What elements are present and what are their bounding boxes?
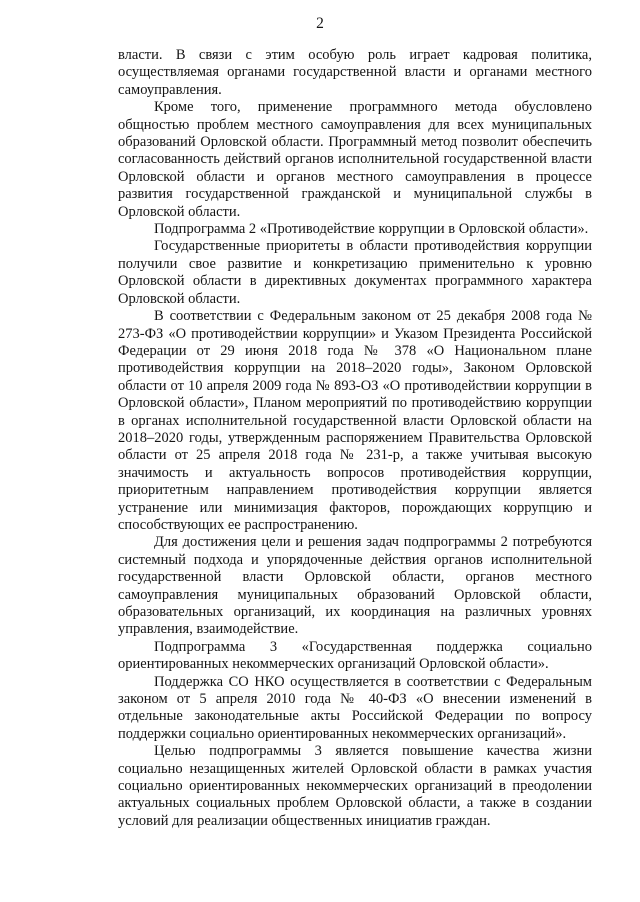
subprogram-3-heading: Подпрограмма 3 «Государственная поддержка социально ориентированных некоммерческих организаций Орловской области». [118, 638, 592, 673]
paragraph-subprogram-3-goal: Целью подпрограммы 3 является повышение качества жизни социально незащищенных жителей Орловской области в рамках участия социально ориентированных некоммерческих организаций в преодолении актуальных социальных проблем Орловской области, а также в создании условий для реализации общественных инициатив граждан. [118, 743, 592, 829]
paragraph-continuation: власти. В связи с этим особую роль играет кадровая политика, осуществляемая органами государственной власти и органами местного самоуправления. [118, 47, 592, 98]
paragraph-program-method: Кроме того, применение программного метода обусловлено общностью проблем местного самоуправления для всех муниципальных образований Орловской области. Программный метод позволит обеспечить согласованность действий органов исполнительной государственной власти Орловской области и органов местного самоуправления в процессе развития государственной гражданской и муниципальной службы в Орловской области. [118, 99, 592, 220]
page-number: 2 [316, 15, 324, 32]
paragraph-legal-basis: В соответствии с Федеральным законом от 25 декабря 2008 года № 273-ФЗ «О противодействии коррупции» и Указом Президента Российской Федерации от 29 июня 2018 года № 378 «О Национальном плане противодействия коррупции на 2018–2020 годы», Законом Орловской области от 10 апреля 2009 года № 893-ОЗ «О противодействии коррупции в Орловской области», Планом мероприятий по противодействию коррупции в органах исполнительной государственной власти Орловской области на 2018–2020 годы, утвержденным распоряжением Правительства Орловской области от 25 апреля 2018 года № 231-р, а также учитывая высокую значимость и актуальность вопросов противодействия коррупции, приоритетным направлением противодействия коррупции является устранение или минимизация факторов, порождающих коррупцию и способствующих ее распространению. [118, 308, 592, 533]
paragraph-state-priorities: Государственные приоритеты в области противодействия коррупции получили свое развитие и конкретизацию применительно к уровню Орловской области в директивных документах программного характера Орловской области. [118, 238, 592, 307]
paragraph-nko-support: Поддержка СО НКО осуществляется в соответствии с Федеральным законом от 5 апреля 2010 года № 40-ФЗ «О внесении изменений в отдельные законодательные акты Российской Федерации по вопросу поддержки социально ориентированных некоммерческих организаций». [118, 673, 592, 742]
document-body [118, 47, 592, 830]
subprogram-2-heading: Подпрограмма 2 «Противодействие коррупции в Орловской области». [154, 221, 589, 238]
paragraph-goal-achievement: Для достижения цели и решения задач подпрограммы 2 потребуются системный подхода и упорядоченные действия органов исполнительной государственной власти Орловской области, органов местного самоуправления муниципальных образований Орловской области, образовательных организаций, их координация на различных уровнях управления, взаимодействие. [118, 534, 592, 638]
